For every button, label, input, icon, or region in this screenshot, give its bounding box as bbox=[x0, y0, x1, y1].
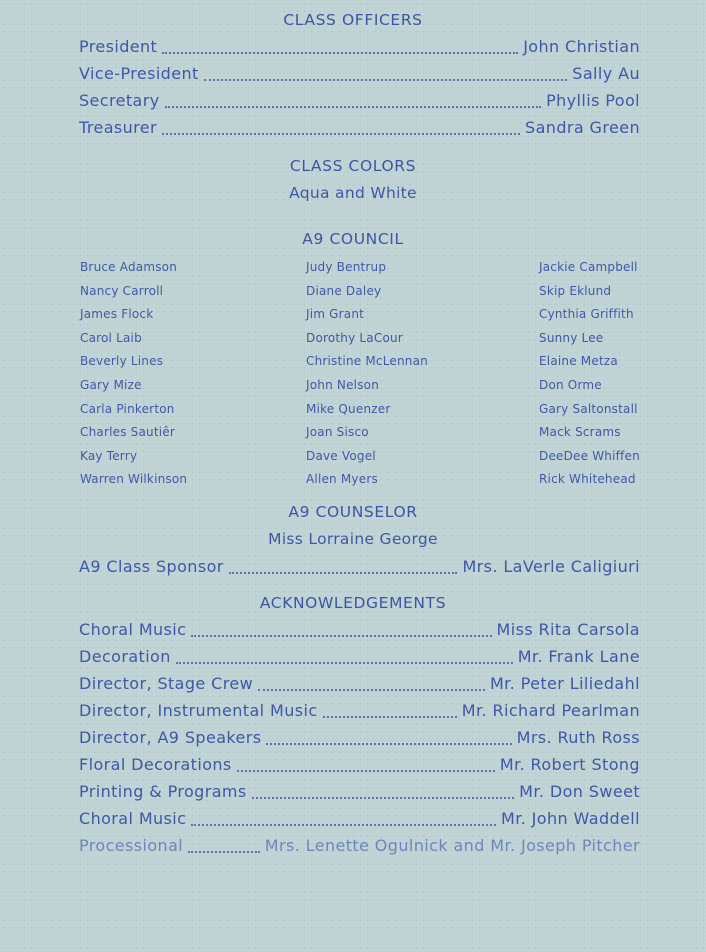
ack-row bbox=[79, 755, 640, 777]
sponsor-name: Mrs. LaVerle Caligiuri bbox=[462, 557, 640, 576]
ack-row bbox=[79, 701, 640, 723]
council-member: Allen Myers bbox=[306, 472, 378, 487]
council-member: Bruce Adamson bbox=[80, 260, 178, 274]
council-member: Jackie Campbell bbox=[539, 260, 638, 274]
council-member: Dorothy LaCour bbox=[306, 330, 403, 345]
dot-leader bbox=[162, 52, 518, 54]
a9-council-list bbox=[0, 260, 706, 490]
officer-name: Sandra Green bbox=[525, 118, 640, 137]
ack-row bbox=[79, 836, 640, 858]
council-member: Carol Laib bbox=[80, 330, 142, 345]
acknowledgements-heading: ACKNOWLEDGEMENTS bbox=[259, 594, 447, 612]
class-colors-value: Aqua and White bbox=[289, 184, 417, 202]
dot-leader bbox=[252, 797, 515, 799]
ack-row bbox=[79, 674, 640, 696]
ack-row bbox=[79, 647, 640, 669]
council-member: Sunny Lee bbox=[539, 330, 604, 345]
dot-leader bbox=[162, 133, 520, 135]
ack-name: Mrs. Ruth Ross bbox=[516, 728, 640, 747]
dot-leader bbox=[191, 635, 491, 637]
ack-name: Mr. Richard Pearlman bbox=[461, 701, 640, 720]
officer-name: Sally Au bbox=[572, 64, 640, 83]
council-member: Rick Whitehead bbox=[539, 472, 636, 487]
council-member: Elaine Metza bbox=[539, 354, 618, 369]
dot-leader bbox=[258, 689, 485, 691]
ack-role: Director, A9 Speakers bbox=[79, 728, 262, 747]
a9-council-heading: A9 COUNCIL bbox=[302, 230, 404, 248]
ack-name: Mrs. Lenette Ogulnick and Mr. Joseph Pitcher bbox=[264, 836, 640, 855]
officer-role: Treasurer bbox=[79, 118, 158, 137]
council-column-3 bbox=[539, 260, 640, 496]
dot-leader bbox=[165, 106, 541, 108]
ack-role: Choral Music bbox=[79, 620, 187, 639]
dot-leader bbox=[188, 851, 260, 853]
officer-role: Vice-President bbox=[79, 64, 199, 83]
council-member: Jim Grant bbox=[306, 307, 365, 322]
council-member: Charles Sautiêr bbox=[80, 425, 175, 440]
ack-name: Miss Rita Carsola bbox=[496, 620, 640, 639]
council-member: Nancy Carroll bbox=[80, 283, 164, 298]
council-member: Warren Wilkinson bbox=[80, 472, 188, 487]
ack-role: Director, Instrumental Music bbox=[79, 701, 318, 720]
council-member: John Nelson bbox=[306, 377, 379, 392]
dot-leader bbox=[237, 770, 495, 772]
council-member: Don Orme bbox=[539, 377, 602, 392]
ack-row bbox=[79, 782, 640, 804]
ack-name: Mr. John Waddell bbox=[500, 809, 640, 828]
council-member: Beverly Lines bbox=[80, 354, 164, 369]
officer-role: President bbox=[79, 37, 158, 56]
council-member: Gary Mize bbox=[80, 377, 142, 392]
council-member: Gary Saltonstall bbox=[539, 401, 638, 416]
dot-leader bbox=[191, 824, 496, 826]
ack-role: Choral Music bbox=[79, 809, 187, 828]
a9-counselor-heading: A9 COUNSELOR bbox=[288, 503, 418, 521]
officer-row-secretary bbox=[79, 91, 640, 113]
council-member: Carla Pinkerton bbox=[80, 401, 175, 416]
officer-name: Phyllis Pool bbox=[546, 91, 640, 110]
officer-row-president bbox=[79, 37, 640, 59]
council-member: Diane Daley bbox=[306, 283, 382, 298]
class-colors-heading: CLASS COLORS bbox=[289, 157, 417, 175]
ack-name: Mr. Frank Lane bbox=[517, 647, 640, 666]
ack-row bbox=[79, 620, 640, 642]
council-member: James Flock bbox=[80, 307, 154, 322]
council-member: Mike Quenzer bbox=[306, 401, 391, 416]
dot-leader bbox=[323, 716, 457, 718]
dot-leader bbox=[176, 662, 513, 664]
council-member: Dave Vogel bbox=[306, 448, 376, 463]
ack-role: Processional bbox=[79, 836, 184, 855]
officer-role: Secretary bbox=[79, 91, 160, 110]
class-officers-heading: CLASS OFFICERS bbox=[283, 11, 423, 29]
dot-leader bbox=[204, 79, 568, 81]
council-member: Skip Eklund bbox=[539, 283, 612, 298]
sponsor-row bbox=[79, 557, 640, 579]
dot-leader bbox=[266, 743, 511, 745]
council-member: Judy Bentrup bbox=[306, 260, 387, 274]
council-member: Joan Sisco bbox=[306, 425, 369, 440]
ack-role: Printing & Programs bbox=[79, 782, 247, 801]
ack-role: Director, Stage Crew bbox=[79, 674, 254, 693]
sponsor-role: A9 Class Sponsor bbox=[79, 557, 224, 576]
ack-row bbox=[79, 809, 640, 831]
ack-row bbox=[79, 728, 640, 750]
council-member: Cynthia Griffith bbox=[539, 307, 634, 322]
officer-name: John Christian bbox=[523, 37, 640, 56]
ack-role: Floral Decorations bbox=[79, 755, 232, 774]
council-member: Kay Terry bbox=[80, 448, 138, 463]
a9-counselor-value: Miss Lorraine George bbox=[268, 530, 438, 548]
dot-leader bbox=[229, 572, 458, 574]
ack-name: Mr. Robert Stong bbox=[499, 755, 640, 774]
council-member: Mack Scrams bbox=[539, 425, 621, 440]
council-member: DeeDee Whiffen bbox=[539, 448, 640, 463]
officer-row-vice-president bbox=[79, 64, 640, 86]
council-member: Christine McLennan bbox=[306, 354, 428, 369]
officer-row-treasurer bbox=[79, 118, 640, 140]
council-column-1 bbox=[80, 260, 187, 496]
council-column-2 bbox=[306, 260, 428, 496]
ack-role: Decoration bbox=[79, 647, 171, 666]
ack-name: Mr. Peter Liliedahl bbox=[489, 674, 640, 693]
ack-name: Mr. Don Sweet bbox=[519, 782, 640, 801]
